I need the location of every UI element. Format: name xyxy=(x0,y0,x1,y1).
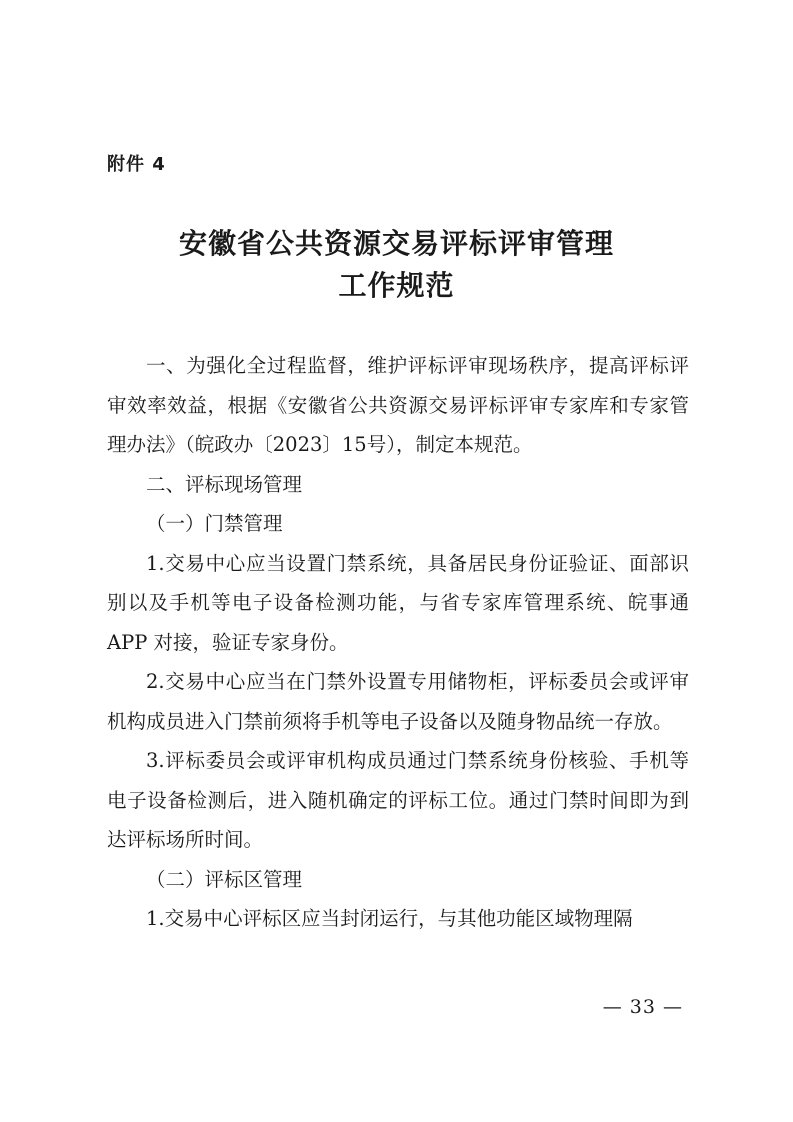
paragraph-intro: 一、为强化全过程监督，维护评标评审现场秩序，提高评标评审效率效益，根据《安徽省公共资源交易评标评审专家库和专家管理办法》（皖政办〔2023〕15号），制定本规范。 xyxy=(107,354,689,456)
document-title-line-1: 安徽省公共资源交易评标评审管理 xyxy=(178,227,614,260)
page-number: — 33 — xyxy=(602,996,683,1018)
subsection-heading-access-control: （一）门禁管理 xyxy=(146,512,283,535)
paragraph-area-item-1: 1.交易中心评标区应当封闭运行，与其他功能区域物理隔 xyxy=(146,907,633,930)
document-body xyxy=(107,346,689,939)
paragraph-item-3: 3.评标委员会或评审机构成员通过门禁系统身份核验、手机等电子设备检测后，进入随机确定的评标工位。通过门禁时间即为到达评标场所时间。 xyxy=(107,749,689,851)
section-heading-2: 二、评标现场管理 xyxy=(146,472,303,496)
document-title-line-2: 工作规范 xyxy=(338,269,455,302)
paragraph-item-2: 2.交易中心应当在门禁外设置专用储物柜，评标委员会或评审机构成员进入门禁前须将手机等电子设备以及随身物品统一存放。 xyxy=(107,670,689,733)
attachment-label: 附件 4 xyxy=(107,154,166,175)
subsection-heading-evaluation-area: （二）评标区管理 xyxy=(146,867,303,891)
paragraph-item-1: 1.交易中心应当设置门禁系统，具备居民身份证验证、面部识别以及手机等电子设备检测功能，与省专家库管理系统、皖事通 APP 对接，验证专家身份。 xyxy=(107,551,689,654)
